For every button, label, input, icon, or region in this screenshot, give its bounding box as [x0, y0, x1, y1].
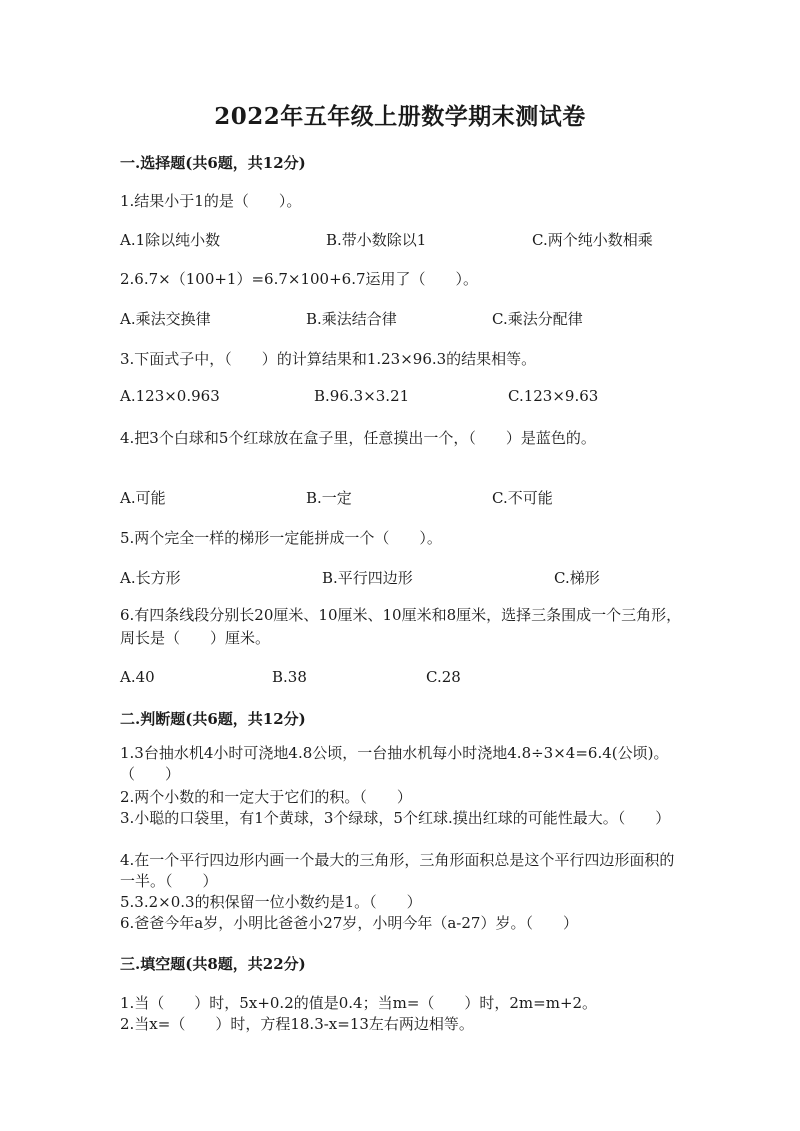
- option-b: B.平行四边形: [322, 569, 413, 587]
- option-b: B.一定: [306, 489, 352, 507]
- option-c: C.两个纯小数相乘: [532, 231, 653, 249]
- judge-question: 4.在一个平行四边形内画一个最大的三角形，三角形面积总是这个平行四边形面积的一半。（ ）: [120, 851, 675, 890]
- question-text: 1.结果小于1的是（ ）。: [120, 192, 302, 210]
- page-title: 2022年五年级上册数学期末测试卷: [214, 103, 586, 130]
- option-a: A.1除以纯小数: [120, 231, 221, 249]
- judge-question: 5.3.2×0.3的积保留一位小数约是1。（ ）: [120, 893, 422, 911]
- option-a: A.乘法交换律: [120, 310, 211, 328]
- section-heading-choice: 一.选择题(共6题，共12分): [120, 154, 306, 172]
- judge-question: 1.3台抽水机4小时可浇地4.8公顷，一台抽水机每小时浇地4.8÷3×4=6.4(公顷)。（ ）: [120, 744, 669, 783]
- fill-question: 2.当x=（ ）时，方程18.3-x=13左右两边相等。: [120, 1015, 474, 1033]
- question-text: 2.6.7×（100+1）=6.7×100+6.7运用了（ ）。: [120, 270, 479, 288]
- option-c: C.123×9.63: [508, 387, 599, 405]
- option-c: C.28: [426, 668, 461, 686]
- option-c: C.乘法分配律: [492, 310, 583, 328]
- option-a: A.长方形: [120, 569, 181, 587]
- question-text: 6.有四条线段分别长20厘米、10厘米、10厘米和8厘米，选择三条围成一个三角形，周长是（ ）厘米。: [120, 606, 682, 647]
- option-b: B.38: [272, 668, 307, 686]
- option-a: A.可能: [120, 489, 166, 507]
- option-a: A.40: [120, 668, 155, 686]
- question-text: 5.两个完全一样的梯形一定能拼成一个（ ）。: [120, 529, 442, 547]
- option-a: A.123×0.963: [120, 387, 220, 405]
- section-heading-judge: 二.判断题(共6题，共12分): [120, 710, 306, 728]
- option-c: C.不可能: [492, 489, 553, 507]
- judge-question: 2.两个小数的和一定大于它们的积。（ ）: [120, 788, 412, 806]
- fill-question: 1.当（ ）时，5x+0.2的值是0.4；当m=（ ）时，2m=m+2。: [120, 994, 598, 1012]
- section-heading-fill: 三.填空题(共8题，共22分): [120, 955, 306, 973]
- option-b: B.带小数除以1: [326, 231, 427, 249]
- judge-question: 3.小聪的口袋里，有1个黄球，3个绿球，5个红球.摸出红球的可能性最大。（ ）: [120, 809, 671, 827]
- option-b: B.96.3×3.21: [314, 387, 410, 405]
- question-text: 3.下面式子中，（ ）的计算结果和1.23×96.3的结果相等。: [120, 350, 537, 368]
- option-b: B.乘法结合律: [306, 310, 397, 328]
- judge-question: 6.爸爸今年a岁，小明比爸爸小27岁，小明今年（a-27）岁。（ ）: [120, 914, 578, 932]
- question-text: 4.把3个白球和5个红球放在盒子里，任意摸出一个，（ ）是蓝色的。: [120, 429, 596, 447]
- option-c: C.梯形: [554, 569, 600, 587]
